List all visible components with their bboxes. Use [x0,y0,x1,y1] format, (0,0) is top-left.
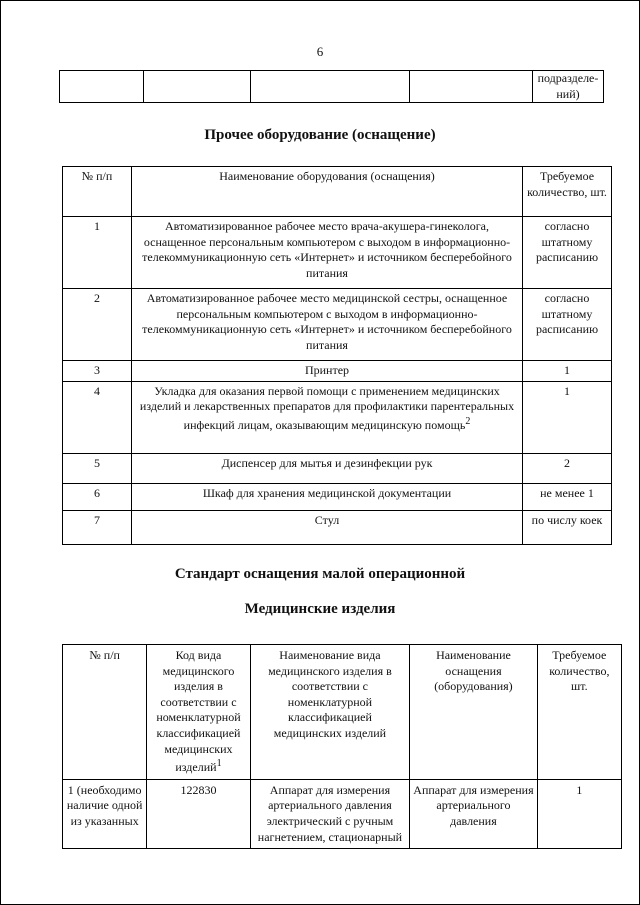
row-qty: 1 [537,779,621,848]
row-code: 122830 [147,779,250,848]
equipment-table [62,166,612,545]
row-name-text: Укладка для оказания первой помощи с применением медицинских изделий и лекарственных препаратов для профилактики парентеральных инфекций лицам, оказывающим медицинскую помощь [139,383,515,432]
row-num: 5 [63,453,132,483]
page-number: 6 [316,44,324,59]
table-cell [250,71,409,103]
row-qty: 1 [523,381,612,453]
row-name: Диспенсер для мытья и дезинфекции рук [132,453,523,483]
header-kind: Наименование вида медицинского изделия в соответствии с номенклатурной классификацией медицинских изделий [250,645,410,780]
header-qty: Требуемое количество, шт. [523,167,612,217]
row-num: 6 [63,483,132,510]
row-num: 1 [63,217,132,289]
section-subheading-medical: Медицинские изделия [244,601,396,617]
header-code [147,645,250,780]
row-num: 2 [63,289,132,361]
table-row [63,510,612,544]
row-name: Автоматизированное рабочее место врача-акушера-гинеколога, оснащенное персональным компьютером с выходом в информационно-телекоммуникационную сеть «Интернет» и источником бесперебойного питания [132,217,523,289]
table-cell [144,71,250,103]
table-header-row [63,645,622,780]
table-cell [60,71,144,103]
header-num: № п/п [63,645,147,780]
section-heading-equipment: Прочее оборудование (оснащение) [204,127,436,143]
table-row [63,217,612,289]
row-qty: согласно штатному расписанию [523,217,612,289]
continued-table [59,70,604,103]
table-row [63,361,612,382]
header-qty: Требуемое количество, шт. [537,645,621,780]
header-name: Наименование оборудования (оснащения) [132,167,523,217]
row-name: Автоматизированное рабочее место медицинской сестры, оснащенное персональным компьютером с выходом в информационно-телекоммуникационную сеть «Интернет» и источником бесперебойного питания [132,289,523,361]
row-qty: 1 [523,361,612,382]
row-qty: 2 [523,453,612,483]
row-qty: согласно штатному расписанию [523,289,612,361]
table-row [60,71,604,103]
row-qty: не менее 1 [523,483,612,510]
table-header-row [63,167,612,217]
table-row [63,453,612,483]
table-row [63,779,622,848]
row-name [132,381,523,453]
table-row [63,289,612,361]
section-heading-standard: Стандарт оснащения малой операционной [174,566,466,582]
row-name: Стул [132,510,523,544]
row-qty: по числу коек [523,510,612,544]
table-cell [409,71,532,103]
table-row [63,381,612,453]
header-equipment: Наименование оснащения (оборудования) [410,645,537,780]
row-num: 1 (необходимо наличие одной из указанных [63,779,147,848]
continued-cell-text: подразделе-ний) [533,71,604,103]
row-kind: Аппарат для измерения артериального давления электрический с ручным нагнетением, стационарный [250,779,410,848]
header-num: № п/п [63,167,132,217]
row-name: Шкаф для хранения медицинской документации [132,483,523,510]
row-num: 3 [63,361,132,382]
header-code-text: Код вида медицинского изделия в соответствии с номенклатурной классификацией медицинских изделий [156,648,241,775]
row-name: Принтер [132,361,523,382]
table-row [63,483,612,510]
footnote-marker: 2 [465,415,471,427]
row-equipment: Аппарат для измерения артериального давления [410,779,537,848]
medical-devices-table [62,644,622,849]
row-num: 4 [63,381,132,453]
row-num: 7 [63,510,132,544]
footnote-marker: 1 [216,758,222,770]
